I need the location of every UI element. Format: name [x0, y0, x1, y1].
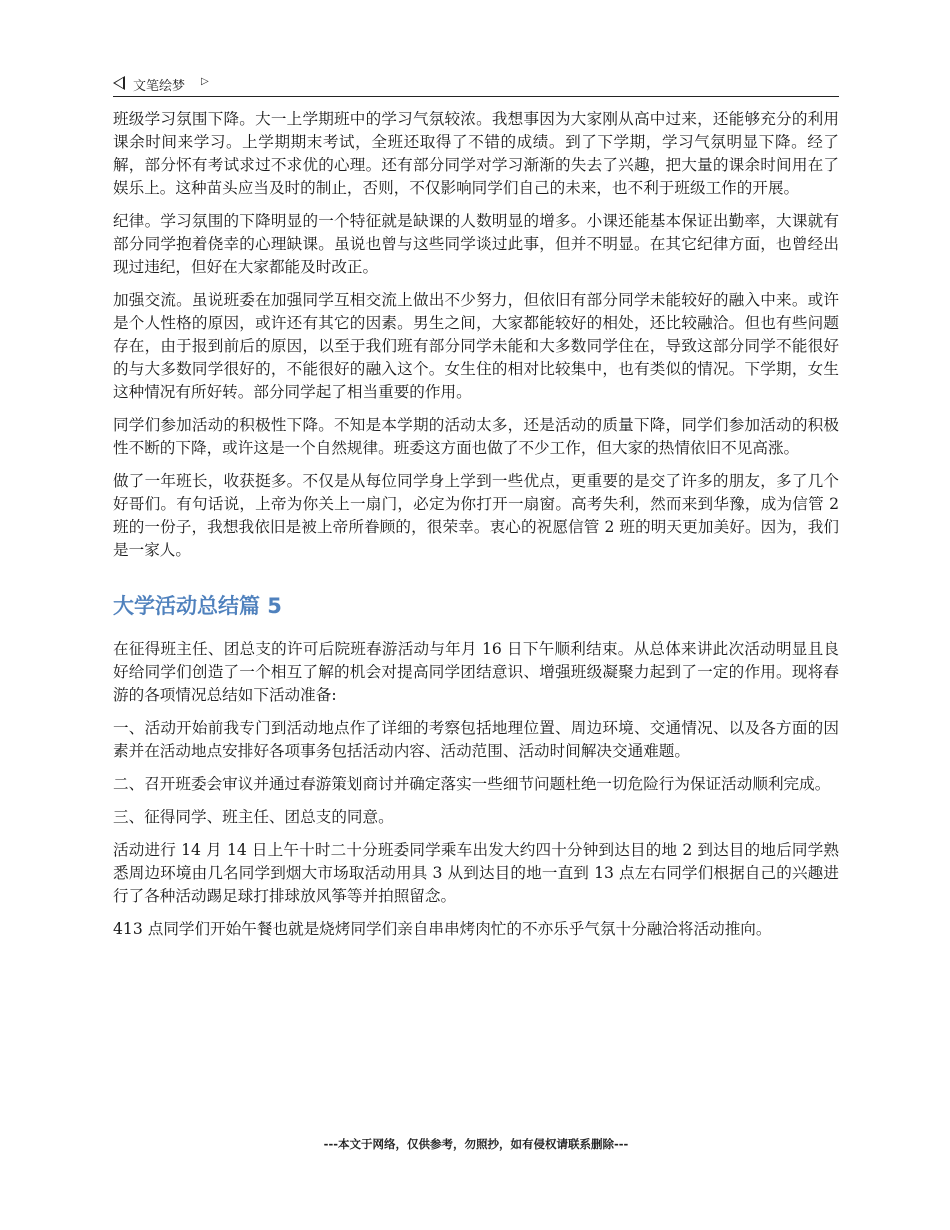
paragraph: 活动进行 14 月 14 日上午十时二十分班委同学乘车出发大约四十分钟到达目的地 2 到达目的地后同学熟悉周边环境由几名同学到烟大市场取活动用具 3 从到达目的地一直到 13 点左右同学们根据自己的兴趣进行了各种活动踢足球打排球放风筝等并拍照留念。 — [113, 841, 839, 905]
paragraph: 一、活动开始前我专门到活动地点作了详细的考察包括地理位置、周边环境、交通情况、以及各方面的因素并在活动地点安排好各项事务包括活动内容、活动范围、活动时间解决交通难题。 — [113, 719, 839, 760]
page-header — [113, 72, 839, 97]
paragraph: 纪律。学习氛围的下降明显的一个特征就是缺课的人数明显的增多。小课还能基本保证出勤率，大课就有部分同学抱着侥幸的心理缺课。虽说也曾与这些同学谈过此事，但并不明显。在其它纪律方面，也曾经出现过违纪，但好在大家都能及时改正。 — [113, 212, 839, 276]
paragraph: 二、召开班委会审议并通过春游策划商讨并确定落实一些细节问题杜绝一切危险行为保证活动顺利完成。 — [113, 775, 831, 793]
paragraph: 在征得班主任、团总支的许可后院班春游活动与年月 16 日下午顺利结束。从总体来讲此次活动明显且良好给同学们创造了一个相互了解的机会对提高同学团结意识、增强班级凝聚力起到了一定的作用。现将春游的各项情况总结如下活动准备: — [113, 640, 839, 704]
triangle-left-icon — [113, 76, 125, 90]
paragraph: 班级学习氛围下降。大一上学期班中的学习气氛较浓。我想事因为大家刚从高中过来，还能够充分的利用课余时间来学习。上学期期末考试，全班还取得了不错的成绩。到了下学期，学习气氛明显下降。经了解，部分怀有考试求过不求优的心理。还有部分同学对学习渐渐的失去了兴趣，把大量的课余时间用在了娱乐上。这种苗头应当及时的制止，否则，不仅影响同学们自己的未来，也不利于班级工作的开展。 — [113, 110, 839, 197]
paragraph: 三、征得同学、班主任、团总支的同意。 — [113, 808, 394, 826]
paragraph: 同学们参加活动的积极性下降。不知是本学期的活动太多，还是活动的质量下降，同学们参加活动的积极性不断的下降，或许这是一个自然规律。班委这方面也做了不少工作，但大家的热情依旧不见高涨。 — [113, 416, 839, 457]
document-page — [113, 0, 839, 1230]
paragraph: 加强交流。虽说班委在加强同学互相交流上做出不少努力，但依旧有部分同学未能较好的融入中来。或许是个人性格的原因，或许还有其它的因素。男生之间，大家都能较好的相处，还比较融洽。但也有些问题存在，由于报到前后的原因，以至于我们班有部分同学未能和大多数同学住在，导致这部分同学不能很好的与大多数同学很好的，不能很好的融入这个。女生住的相对比较集中，也有类似的情况。下学期，女生这种情况有所好转。部分同学起了相当重要的作用。 — [113, 291, 839, 401]
paragraph: 413 点同学们开始午餐也就是烧烤同学们亲自串串烤肉忙的不亦乐乎气氛十分融洽将活动推向。 — [113, 920, 772, 938]
section-heading: 大学活动总结篇 5 — [113, 594, 282, 618]
triangle-right-icon: ▷ — [201, 76, 209, 87]
paragraph: 做了一年班长，收获挺多。不仅是从每位同学身上学到一些优点，更重要的是交了许多的朋友，多了几个好哥们。有句话说，上帝为你关上一扇门，必定为你打开一扇窗。高考失利，然而来到华豫，成为信管 2 班的一份子，我想我依旧是被上帝所眷顾的，很荣幸。衷心的祝愿信管 2 班的明天更加美好。因为，我们是一家人。 — [113, 472, 839, 559]
header-brand: 文笔绘梦 — [133, 79, 186, 94]
document-body — [113, 108, 839, 951]
page-footer: ---本文于网络，仅供参考，勿照抄，如有侵权请联系删除--- — [323, 1137, 629, 1151]
